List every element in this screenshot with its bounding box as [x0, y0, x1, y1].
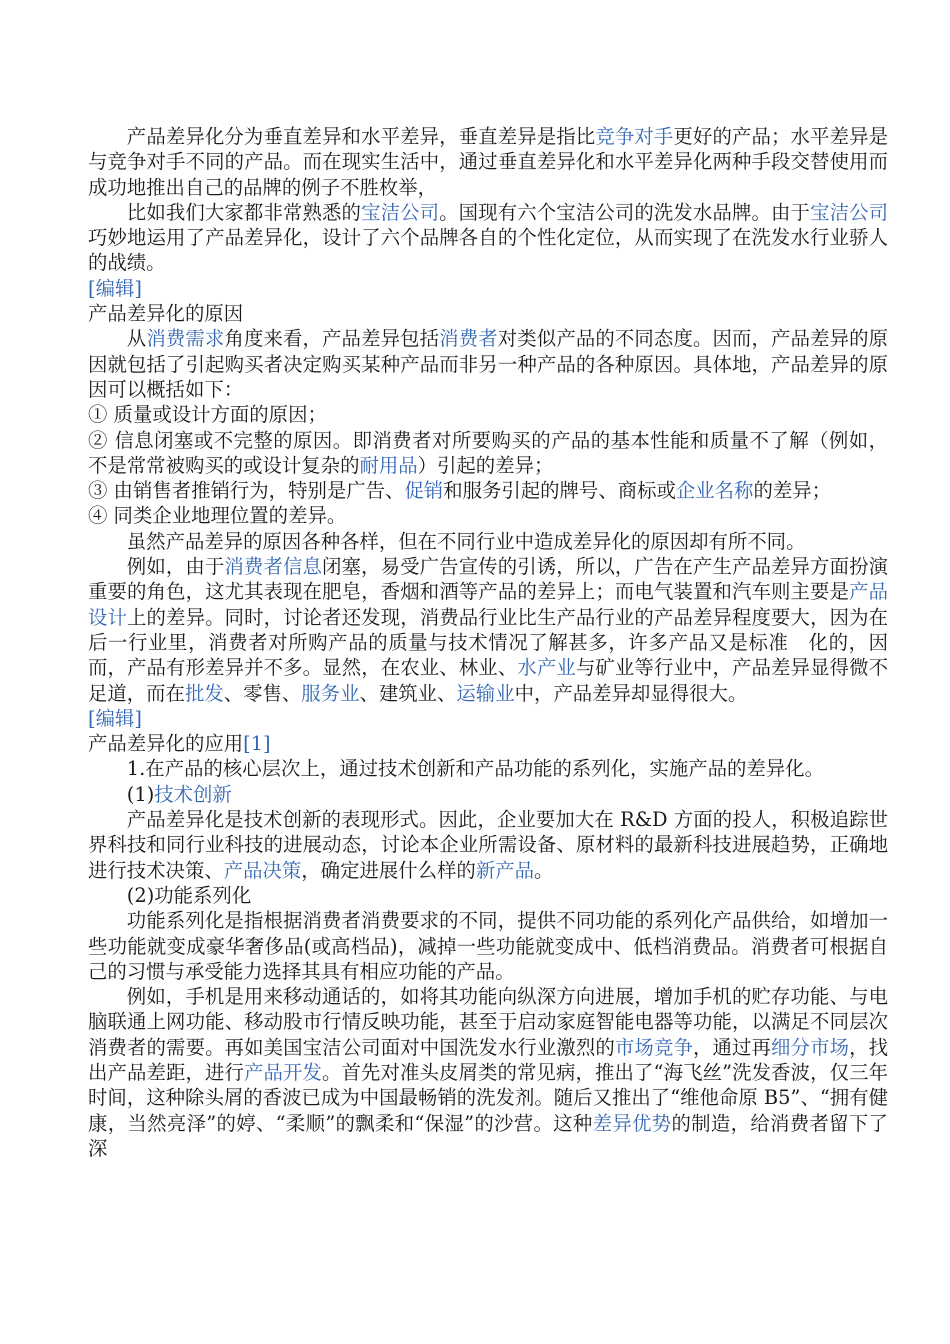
paragraph [88, 908, 888, 984]
text-run: 巧妙地运用了产品差异化，设计了六个品牌各自的个性化定位，从而实现了在洗发水行业骄人的战绩。 [88, 226, 888, 275]
hyperlink[interactable]: 批发 [184, 681, 224, 705]
document-body [88, 124, 888, 1161]
hyperlink[interactable]: [编辑] [88, 276, 142, 300]
hyperlink[interactable]: 促销 [404, 479, 444, 503]
text-run: (1) [126, 782, 155, 806]
text-run: 更好的产品；水平差异是与竞争对手不同的产品。而在现实生活中，通过垂直差异化和水平差异化两种手段交替使用而成功地推出自己的品牌的例子不胜枚举， [88, 125, 889, 199]
hyperlink[interactable]: 耐用品 [359, 453, 418, 477]
hyperlink[interactable]: 新产品 [475, 858, 534, 882]
text-run: 。首先对准头皮屑类的常见病，推出了“海飞丝”洗发香波，仅三年时间，这种除头屑的香波已成为中国最畅销的洗发剂。随后又推出了“维他命原 B5”、“拥有健康，当然亮泽”的婷、“柔顺”的飘柔和“保湿”的沙营。这种 [88, 1060, 889, 1135]
paragraph [88, 807, 888, 883]
text-run: 与矿业等行业中，产品差异显得微不足道，而在 [88, 656, 889, 705]
hyperlink[interactable]: 产品开发 [244, 1060, 323, 1084]
text-run: ，找出产品差距，进行 [88, 1035, 889, 1084]
text-run: 产品差异化是技术创新的表现形式。因此，企业要加大在 R&D 方面的投人，积极追踪世界科技和同行业科技的进展动态，讨论本企业所需设备、原材料的最新科技进展趋势，正确地进行技术决策、 [88, 808, 888, 882]
paragraph [88, 124, 888, 200]
text-run: 产品差异化分为垂直差异和水平差异，垂直差异是指比 [126, 125, 596, 148]
paragraph [88, 554, 888, 706]
list-item [88, 402, 888, 427]
section-heading [88, 301, 888, 326]
hyperlink[interactable]: 消费者 [439, 327, 498, 351]
text-run: 从 [126, 327, 147, 351]
hyperlink[interactable]: 市场竞争 [614, 1035, 693, 1059]
sub-heading [88, 782, 888, 807]
text-run: ① 质量或设计方面的原因； [88, 403, 327, 427]
text-run: 角度来看，产品差异包括 [224, 327, 440, 351]
text-run: 例如，由于 [126, 555, 225, 579]
text-run: 。 [533, 858, 554, 882]
text-run: 例如，手机是用来移动通话的，如将其功能向纵深方向进展，增加手机的贮存功能、与电脑联通上网功能、移动股市行情反映功能，甚至于启动家庭智能电器等功能，以满足不同层次消费者的需要。再如美国宝洁公司面对中国洗发水行业激烈的 [88, 985, 888, 1059]
paragraph [88, 756, 888, 781]
text-run: 比如我们大家都非常熟悉的 [126, 200, 362, 224]
hyperlink[interactable]: 服务业 [301, 681, 360, 705]
text-run: 上的差异。同时，讨论者还发现，消费品行业比生产品行业的产品差异程度要大，因为在后一行业里，消费者对所购产品的质量与技术情况了解甚多，许多产品又是标准 化的，因而，产品有形差异并不多。显然，在农业、林业、 [88, 605, 888, 680]
text-run: 闭塞，易受广告宣传的引诱，所以，广告在产生产品差异方面扮演重要的角色，这尤其表现在肥皂，香烟和酒等产品的差异上；而电气装置和汽车则主要是 [88, 555, 889, 604]
section-heading [88, 731, 888, 756]
hyperlink[interactable]: 竞争对手 [595, 125, 674, 148]
hyperlink[interactable]: 企业名称 [675, 479, 754, 503]
text-run: ③ 由销售者推销行为，特别是广告、 [88, 479, 405, 503]
list-item [88, 428, 888, 479]
text-run: 和服务引起的牌号、商标或 [443, 479, 676, 503]
paragraph [88, 529, 888, 554]
hyperlink[interactable]: 宝洁公司 [361, 200, 440, 224]
text-run: 虽然产品差异的原因各种各样，但在不同行业中造成差异化的原因却有所不同。 [126, 529, 806, 553]
text-run: ② 信息闭塞或不完整的原因。即消费者对所要购买的产品的基本性能和质量不了解（例如，不是常常被购买的或设计复杂的 [88, 428, 888, 477]
edit-link[interactable] [88, 706, 888, 731]
text-run: ，确定进展什么样的 [301, 858, 476, 882]
text-run: ④ 同类企业地理位置的差异。 [88, 504, 347, 528]
hyperlink[interactable]: 消费者信息 [224, 555, 323, 579]
text-run: 对类似产品的不同态度。因而，产品差异的原因就包括了引起购买者决定购买某种产品而非另一种产品的各种原因。具体地，产品差异的原因可以概括如下： [88, 327, 889, 401]
hyperlink[interactable]: 差异优势 [592, 1111, 672, 1135]
hyperlink[interactable]: 产品决策 [223, 858, 302, 882]
paragraph [88, 326, 888, 402]
hyperlink[interactable]: 运输业 [456, 681, 515, 705]
text-run: 、建筑业、 [359, 681, 457, 705]
sub-heading [88, 883, 888, 908]
text-run: 1.在产品的核心层次上，通过技术创新和产品功能的系列化，实施产品的差异化。 [126, 757, 824, 781]
list-item [88, 478, 888, 503]
hyperlink[interactable]: 水产业 [517, 656, 576, 680]
list-item [88, 503, 888, 528]
text-run: ，通过再 [692, 1035, 772, 1059]
text-run: ）引起的差异； [417, 453, 554, 477]
text-run: 产品差异化的应用 [88, 732, 244, 756]
hyperlink[interactable]: 消费需求 [146, 327, 225, 351]
text-run: 。国现有六个宝洁公司的洗发水品牌。由于 [439, 200, 811, 224]
text-run: 、零售、 [223, 681, 302, 705]
edit-link[interactable] [88, 276, 888, 301]
paragraph [88, 984, 888, 1161]
hyperlink[interactable]: [1] [243, 732, 271, 756]
hyperlink[interactable]: 产品设计 [88, 580, 888, 629]
hyperlink[interactable]: 宝洁公司 [810, 200, 889, 224]
hyperlink[interactable]: 细分市场 [771, 1035, 850, 1059]
text-run: 中，产品差异却显得很大。 [514, 681, 748, 705]
text-run: (2)功能系列化 [126, 883, 252, 907]
text-run: 的差异； [753, 479, 832, 503]
paragraph [88, 200, 888, 276]
text-run: 的制造，给消费者留下了深 [88, 1111, 888, 1160]
hyperlink[interactable]: [编辑] [88, 706, 142, 730]
hyperlink[interactable]: 技术创新 [154, 782, 232, 806]
text-run: 功能系列化是指根据消费者消费要求的不同，提供不同功能的系列化产品供给，如增加一些功能就变成豪华奢侈品(或高档品)，减掉一些功能就变成中、低档消费品。消费者可根据自己的习惯与承受能力选择其具有相应功能的产品。 [88, 909, 888, 983]
text-run: 产品差异化的原因 [88, 302, 244, 326]
